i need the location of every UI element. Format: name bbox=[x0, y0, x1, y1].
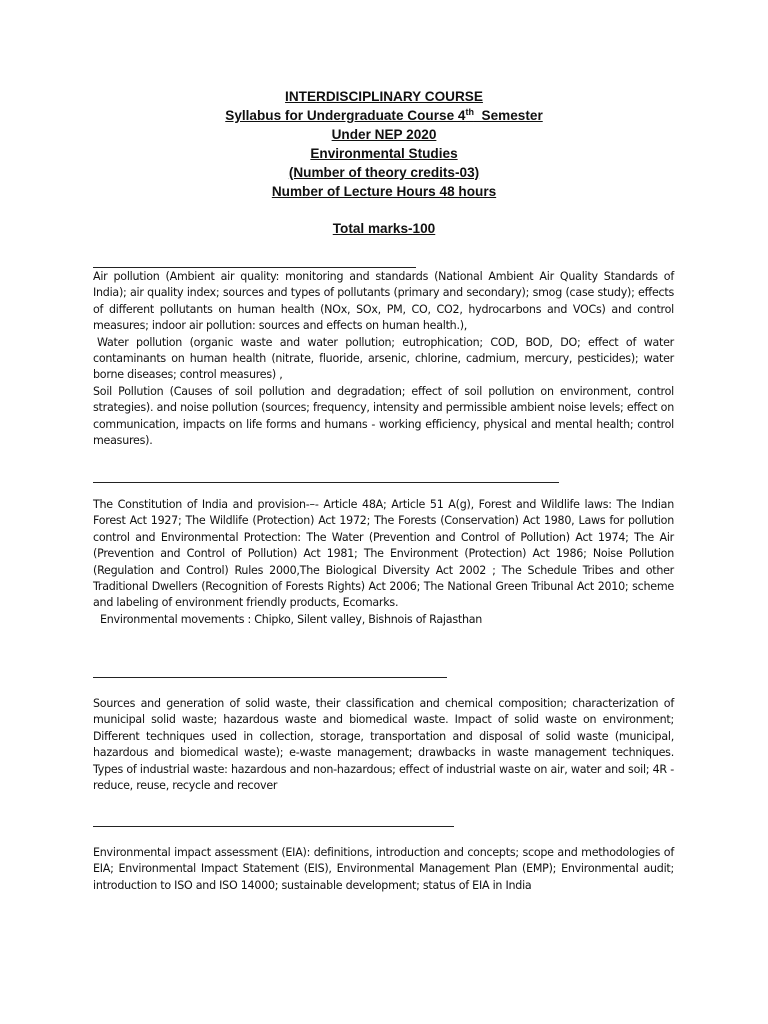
credits-heading: (Number of theory credits-03) bbox=[288, 164, 480, 180]
unit-4-divider bbox=[93, 826, 454, 827]
air-pollution-paragraph: Air pollution (Ambient air quality: monitoring and standards (National Ambient Air Quality Standards of India); air quality index; sources and types of pollutants (primary and secondary); smog (case study); effects of different pollutants on human health (NOx, SOx, PM, CO, CO2, hydrocarbons and VOCs) and control measures; indoor air pollution: sources and effects on human health.), bbox=[93, 270, 674, 333]
unit-2-content bbox=[93, 497, 674, 628]
lecture-hours-heading: Number of Lecture Hours 48 hours bbox=[271, 183, 497, 199]
unit-1-divider bbox=[93, 267, 416, 268]
soil-noise-pollution-paragraph: Soil Pollution (Causes of soil pollution and degradation; effect of soil pollution on environment, control strategies). and noise pollution (sources; frequency, intensity and permissible ambient noise levels; effect on communication, impacts on life forms and humans - working efficiency, physical and mental health; control measures). bbox=[93, 384, 674, 448]
unit-4-content bbox=[93, 845, 674, 894]
eia-paragraph: Environmental impact assessment (EIA): definitions, introduction and concepts; scope and methodologies of EIA; Environmental Impact Statement (EIS), Environmental Management Plan (EMP); Environmental audit; introduction to ISO and ISO 14000; sustainable development; status of EIA in India bbox=[93, 846, 674, 892]
solid-waste-paragraph: Sources and generation of solid waste, their classification and chemical composition; characterization of municipal solid waste; hazardous waste and biomedical waste. Impact of solid waste on environment; Different techniques used in collection, storage, transportation and disposal of solid waste (municipal, hazardous and biomedical waste); e-waste management; drawbacks in waste management techniques. Types of industrial waste: hazardous and non-hazardous; effect of industrial waste on air, water and soil; 4R - reduce, reuse, recycle and recover bbox=[93, 697, 674, 793]
unit-1-content bbox=[93, 269, 674, 449]
water-pollution-paragraph: Water pollution (organic waste and water pollution; eutrophication; COD, BOD, DO; effect of water contaminants on human health (nitrate, fluoride, arsenic, chlorine, cadmium, mercury, pesticides); water borne diseases; control measures) , bbox=[93, 335, 674, 382]
unit-2-divider bbox=[93, 482, 559, 483]
unit-3-content bbox=[93, 696, 674, 794]
syllabus-heading: Syllabus for Undergraduate Course 4th Semester bbox=[225, 106, 543, 123]
nep-heading: Under NEP 2020 bbox=[331, 126, 437, 142]
unit-3-divider bbox=[93, 677, 447, 678]
document-header bbox=[0, 88, 768, 201]
subject-heading: Environmental Studies bbox=[310, 145, 458, 161]
ordinal-superscript: th bbox=[465, 106, 474, 117]
environmental-laws-paragraph: The Constitution of India and provision-–- Article 48A; Article 51 A(g), Forest and Wildlife laws: The Indian Forest Act 1927; The Wildlife (Protection) Act 1972; The Forests (Conservation) Act 1980, Laws for pollution control and Environmental Protection: The Water (Prevention and Control of Pollution) Act 1974; The Air (Prevention and Control of Pollution) Act 1981; The Environment (Protection) Act 1986; Noise Pollution (Regulation and Control) Rules 2000,The Biological Diversity Act 2002 ; The Schedule Tribes and other Traditional Dwellers (Recognition of Forests Rights) Act 2006; The National Green Tribunal Act 2010; scheme and labeling of environment friendly products, Ecomarks. bbox=[93, 498, 674, 610]
course-type-heading: INTERDISCIPLINARY COURSE bbox=[285, 89, 483, 104]
environmental-movements-paragraph: Environmental movements : Chipko, Silent valley, Bishnois of Rajasthan bbox=[100, 612, 483, 626]
total-marks: Total marks-100 bbox=[332, 221, 436, 236]
